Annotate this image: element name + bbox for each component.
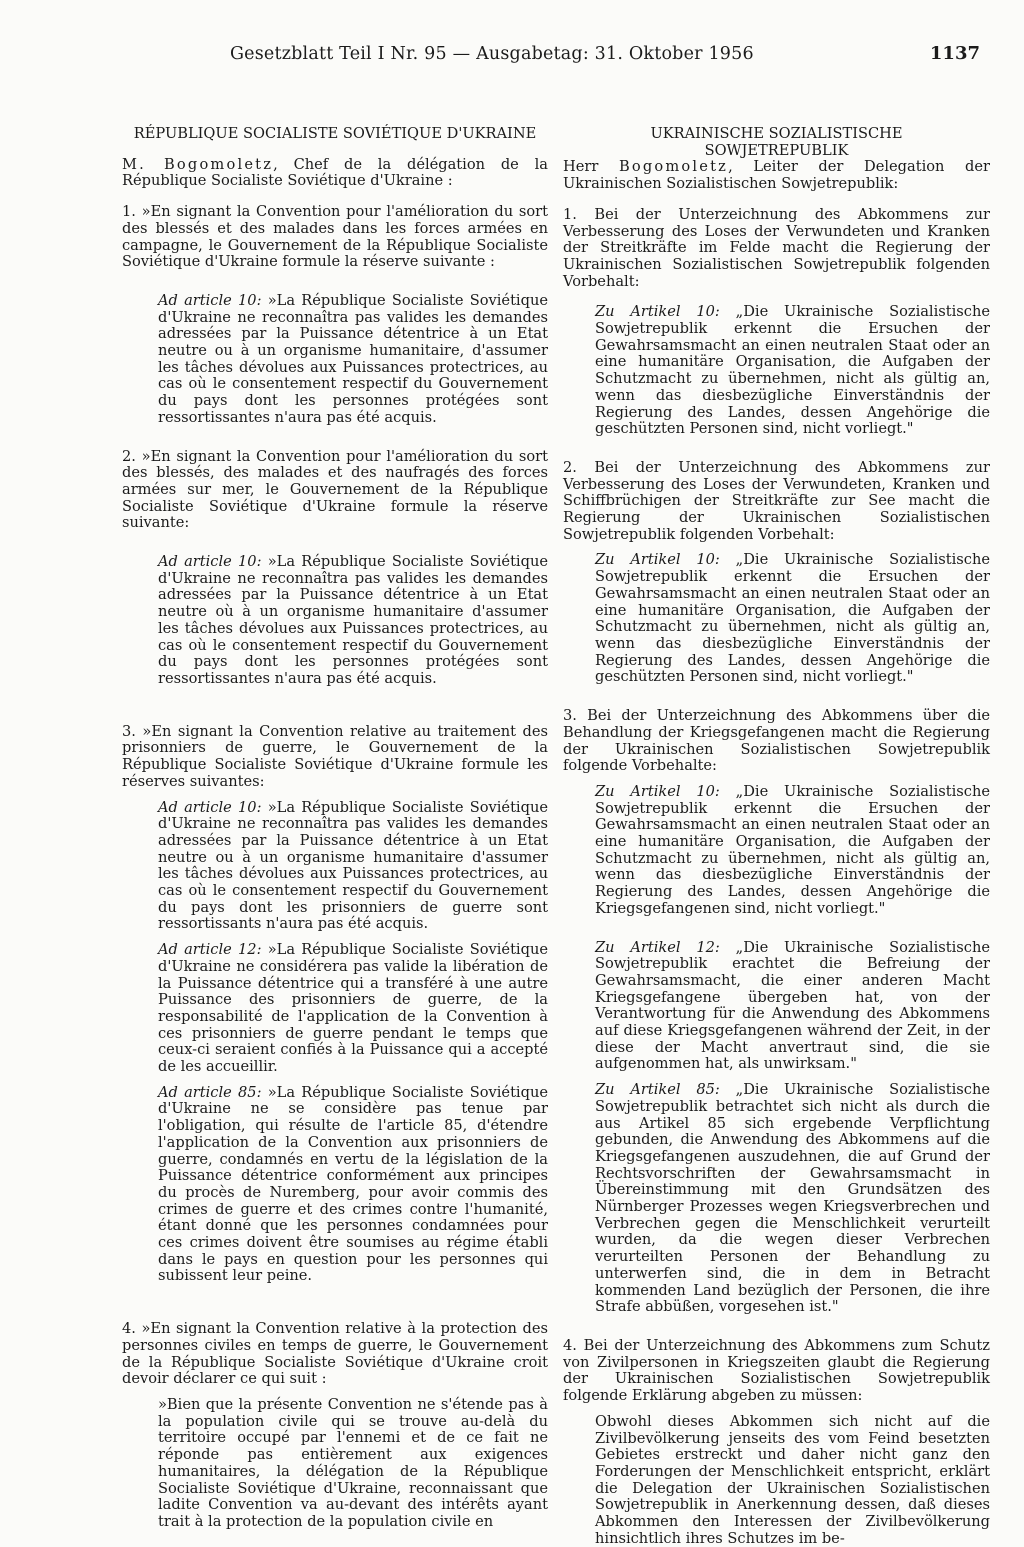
french-section-1-intro: 1. »En signant la Convention pour l'amélioration du sort des blessés et des malades dans les forces armées en campagne, le Gouvernement de la République Socialiste Soviétique d'Ukraine formule la réserve suivante : <box>122 203 548 271</box>
german-title <box>563 126 990 159</box>
german-section-1-article-10: Zu Artikel 10: „Die Ukrainische Sozialistische Sowjetrepublik erkennt die Ersuchen der Gewahrsamsmacht an einen neutralen Staat oder an eine humanitäre Organisation, die Aufgaben der Schutzmacht zu übernehmen, nicht als gültig an, wenn das diesbezügliche Einverständnis der Regierung des Landes, dessen Angehörige die geschützten Personen sind, nicht vorliegt." <box>595 303 990 438</box>
delegate-name: Bogomoletz <box>618 158 729 176</box>
french-section-3-intro: 3. »En signant la Convention relative au traitement des prisonniers de guerre, le Gouvernement de la République Socialiste Soviétique d'Ukraine formule les réserves suivantes: <box>122 722 548 790</box>
french-section-3-article-12: Ad article 12: »La République Socialiste Soviétique d'Ukraine ne considérera pas valide la libération de la Puissance détentrice qui a transféré à une autre Puissance des prisonniers de guerre, de la responsabilité de l'application de la Convention à ces prisonniers de guerre pendant le temps que ceux-ci seraient confiés à la Puissance qui a accepté de les accueillir. <box>158 941 548 1076</box>
article-label: Zu Artikel 85: <box>595 1081 720 1099</box>
french-intro: M. Bogomoletz, Chef de la délégation de la République Socialiste Soviétique d'Ukraine : <box>122 155 548 190</box>
delegate-name: M. Bogomoletz <box>122 155 274 173</box>
article-label: Ad article 10: <box>158 798 262 816</box>
german-section-3-intro: 3. Bei der Unterzeichnung des Abkommens über die Behandlung der Kriegsgefangenen macht die Regierung der Ukrainischen Sozialistischen Sowjetrepublik folgende Vorbehalte: <box>563 707 990 775</box>
article-label: Ad article 10: <box>158 553 262 571</box>
german-section-1-intro: 1. Bei der Unterzeichnung des Abkommens zur Verbesserung des Loses der Verwundeten und Kranken der Streitkräfte im Felde macht die Regierung der Ukrainischen Sozialistischen Sowjetrepublik folgenden Vorbehalt: <box>563 205 990 290</box>
german-column <box>563 125 990 1547</box>
german-section-4-text: Obwohl dieses Abkommen sich nicht auf die Zivilbevölkerung jenseits des vom Feind besetzten Gebietes erstreckt und daher nicht ganz den Forderungen der Menschlichkeit entspricht, erklärt die Delegation der Ukrainischen Sozialistischen Sowjetrepublik in Anerkennung dessen, daß dieses Abkommen den Interessen der Zivilbevölkerung hinsichtlich ihres Schutzes im be- <box>595 1412 990 1547</box>
german-section-3-article-10: Zu Artikel 10: „Die Ukrainische Sozialistische Sowjetrepublik erkennt die Ersuchen der Gewahrsamsmacht an einen neutralen Staat oder an eine humanitäre Organisation, die Aufgaben der Schutzmacht zu übernehmen, nicht als gültig an, wenn das diesbezügliche Einverständnis der Regierung des Landes, dessen Angehörige die Kriegsgefangenen sind, nicht vorliegt." <box>595 782 990 917</box>
german-section-2-article-10: Zu Artikel 10: „Die Ukrainische Sozialistische Sowjetrepublik erkennt die Ersuchen der Gewahrsamsmacht an einen neutralen Staat oder an eine humanitäre Organisation, die Aufgaben der Schutzmacht zu übernehmen, nicht als gültig an, wenn das diesbezügliche Einverständnis der Regierung des Landes, dessen Angehörige die geschützten Personen sind, nicht vorliegt." <box>595 551 990 686</box>
french-section-1-article-10: Ad article 10: »La République Socialiste Soviétique d'Ukraine ne reconnaîtra pas valides les demandes adressées par la Puissance détentrice à un Etat neutre ou à un organisme humanitaire, d'assumer les tâches dévolues aux Puissances protectrices, au cas où le consentement respectif du Gouvernement du pays dont les personnes protégées sont ressortissantes n'aura pas été acquis. <box>158 291 548 426</box>
article-label: Ad article 85: <box>158 1083 262 1101</box>
french-section-4-text: »Bien que la présente Convention ne s'étende pas à la population civile qui se trouve au-delà du territoire occupé par l'ennemi et de ce fait ne réponde pas entièrement aux exigences humanitaires, la délégation de la République Socialiste Soviétique d'Ukraine, reconnaissant que ladite Convention va au-devant des intérêts ayant trait à la protection de la population civile en <box>158 1396 548 1530</box>
french-section-4-intro: 4. »En signant la Convention relative à la protection des personnes civiles en temps de guerre, le Gouvernement de la République Socialiste Soviétique d'Ukraine croit devoir déclarer ce qui suit : <box>122 1320 548 1388</box>
french-section-2-intro: 2. »En signant la Convention pour l'amélioration du sort des blessés, des malades et des naufragés des forces armées sur mer, le Gouvernement de la République Socialiste Soviétique d'Ukraine formule la réserve suivante: <box>122 447 548 532</box>
page-header <box>0 44 1024 74</box>
german-section-3-article-85: Zu Artikel 85: „Die Ukrainische Sozialistische Sowjetrepublik betrachtet sich nicht als durch die aus Artikel 85 sich ergebende Verpflichtung gebunden, die Anwendung des Abkommens auf die Kriegsgefangenen auszudehnen, die auf Grund der Rechtsvorschriften der Gewahrsamsmacht in Übereinstimmung mit den Grundsätzen des Nürnberger Prozesses wegen Kriegsverbrechen und Verbrechen gegen die Menschlichkeit verurteilt wurden, da die wegen dieser Verbrechen verurteilten Personen der Behandlung zu unterwerfen sind, die in dem in Betracht kommenden Land bezüglich der Personen, die ihre Strafe abbüßen, vorgesehen ist." <box>595 1081 990 1316</box>
article-label: Zu Artikel 12: <box>595 938 720 956</box>
german-title-line-1: UKRAINISCHE SOZIALISTISCHE <box>650 125 903 142</box>
article-label: Ad article 12: <box>158 941 262 959</box>
page-number: 1137 <box>929 43 980 64</box>
article-label: Zu Artikel 10: <box>595 303 720 321</box>
german-title-line-2: SOWJETREPUBLIK <box>704 141 849 159</box>
french-section-3-article-10: Ad article 10: »La République Socialiste Soviétique d'Ukraine ne reconnaîtra pas valides les demandes adressées par la Puissance détentrice à un Etat neutre ou à un organisme humanitaire d'assumer les tâches dévolues aux Puissances protectrices, au cas où le consentement respectif du Gouvernement du pays dont les prisonniers de guerre sont ressortissants n'aura pas été acquis. <box>158 798 548 933</box>
french-section-3-article-85: Ad article 85: »La République Socialiste Soviétique d'Ukraine ne se considère pas tenue par l'obligation, qui résulte de l'article 85, d'étendre l'application de la Convention aux prisonniers de guerre, condamnés en vertu de la législation de la Puissance détentrice conformément aux principes du procès de Nuremberg, pour avoir commis des crimes de guerre et des crimes contre l'humanité, étant donné que les personnes condamnées pour ces crimes doivent être soumises au régime établi dans le pays en question pour les personnes qui subissent leur peine. <box>158 1083 548 1285</box>
french-section-2-article-10: Ad article 10: »La République Socialiste Soviétique d'Ukraine ne reconnaîtra pas valides les demandes adressées par la Puissance détentrice à un Etat neutre où à un organisme humanitaire d'assumer les tâches dévolues aux Puissances protectrices, au cas où le consentement respectif du Gouvernement du pays dont les personnes protégées sont ressortissantes n'aura pas été acquis. <box>158 553 548 687</box>
german-section-3-article-12: Zu Artikel 12: „Die Ukrainische Sozialistische Sowjetrepublik erachtet die Befreiung der Gewahrsamsmacht, die einer anderen Macht Kriegsgefangene übergeben hat, von der Verantwortung für die Anwendung des Abkommens auf diese Kriegsgefangenen während der Zeit, in der diese der Macht anvertraut sind, die sie aufgenommen hat, als unwirksam." <box>595 938 990 1073</box>
german-section-4-intro: 4. Bei der Unterzeichnung des Abkommens zum Schutz von Zivilpersonen in Kriegszeiten glaubt die Regierung der Ukrainischen Sozialistischen Sowjetrepublik folgende Erklärung abgeben zu müssen: <box>563 1337 990 1405</box>
article-label: Zu Artikel 10: <box>595 551 720 569</box>
german-section-2-intro: 2. Bei der Unterzeichnung des Abkommens zur Verbesserung des Loses der Verwundeten, Kranken und Schiffbrüchigen der Streitkräfte zur See macht die Regierung der Ukrainischen Sozialistischen Sowjetrepublik folgenden Vorbehalt: <box>563 458 990 543</box>
french-title: RÉPUBLIQUE SOCIALISTE SOVIÉTIQUE D'UKRAINE <box>133 125 537 142</box>
header-title: Gesetzblatt Teil I Nr. 95 — Ausgabetag: 31. Oktober 1956 <box>230 44 754 64</box>
article-label: Zu Artikel 10: <box>595 782 720 800</box>
article-label: Ad article 10: <box>158 291 262 309</box>
german-intro: Herr Bogomoletz, Leiter der Delegation der Ukrainischen Sozialistischen Sowjetrepublik: <box>563 158 990 193</box>
french-column <box>122 125 548 1530</box>
